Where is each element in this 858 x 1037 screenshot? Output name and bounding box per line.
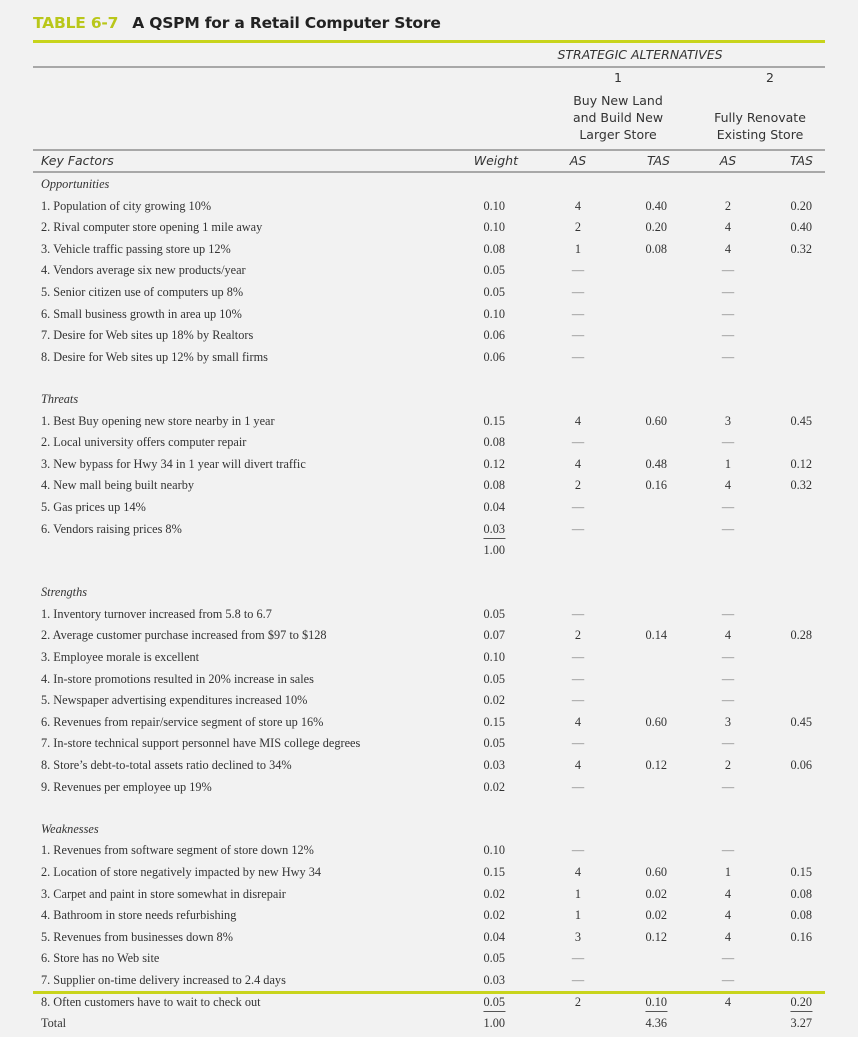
as-1-cell: 2 [574,994,582,1009]
alt-1-name [573,92,663,143]
as-2-cell: — [721,263,735,278]
col-tas-1: TAS [647,153,670,168]
total-weight: 1.00 [483,1016,505,1031]
tas-1-cell: 0.12 [645,758,667,772]
weaknesses-header-row [0,822,858,843]
tas-2-cell: 0.08 [790,886,812,901]
as-1-cell: — [571,671,585,686]
as-2-cell: 2 [724,758,732,772]
factor-label: 5. Newspaper advertising expenditures increased 10% [41,693,308,708]
weight-cell: 0.03 [483,758,505,772]
as-2-cell: — [721,349,735,364]
as-1-cell: — [571,521,585,536]
as-1-cell: — [571,606,585,621]
as-2-cell: — [721,521,735,536]
as-2-cell: 1 [724,865,732,879]
as-2-cell: — [721,606,735,621]
weight-cell: 0.02 [483,779,505,794]
as-1-cell: 3 [574,929,582,944]
table-row [0,780,858,801]
tas-1-cell: 0.08 [645,241,667,256]
factor-label: 3. New bypass for Hwy 34 in 1 year will divert traffic [41,456,306,471]
as-1-cell: — [571,779,585,794]
factor-label: 3. Carpet and paint in store somewhat in disrepair [41,886,286,901]
factor-label: 1. Revenues from software segment of store down 12% [41,843,314,858]
table-row [0,887,858,908]
table-row [0,199,858,220]
as-2-cell: 2 [724,198,732,213]
factor-label: 9. Revenues per employee up 19% [41,779,212,794]
tas-2-cell: 0.20 [790,995,812,1012]
weight-cell: 0.02 [483,908,505,923]
threats-header-row [0,392,858,413]
col-key-factors: Key Factors [41,153,114,168]
header-rule-3 [33,171,825,173]
total-tas-2: 3.27 [790,1016,812,1031]
table-row [0,285,858,306]
table-row [0,350,858,371]
weight-cell: 0.02 [483,693,505,708]
as-1-cell: 4 [574,413,582,428]
as-1-cell: — [571,650,585,664]
factor-label: 6. Small business growth in area up 10% [41,306,242,321]
factor-label: 4. In-store promotions resulted in 20% increase in sales [41,671,314,686]
weight-cell: 0.06 [483,349,505,364]
as-2-cell: — [721,779,735,794]
as-2-cell: — [721,693,735,708]
as-2-cell: 1 [724,456,732,471]
tas-2-cell: 0.45 [790,413,812,428]
alt-2-number: 2 [766,70,774,85]
tas-2-cell: 0.32 [790,241,812,256]
factor-label: 2. Location of store negatively impacted by new Hwy 34 [41,865,322,879]
threats-section-label: Threats [41,391,79,406]
table-caption: A QSPM for a Retail Computer Store [132,14,441,32]
factor-label: 2. Rival computer store opening 1 mile away [41,220,263,235]
table-row [0,457,858,478]
tas-2-cell: 0.15 [790,865,812,879]
as-2-cell: — [721,951,735,966]
as-1-cell: — [571,973,585,987]
total-tas-1: 4.36 [645,1016,667,1031]
tas-1-cell: 0.20 [645,220,667,235]
factor-label: 6. Revenues from repair/service segment of store up 16% [41,714,324,729]
bottom-green-rule [33,991,825,994]
alt-1-name-line: and Build New [572,110,664,125]
as-1-cell: — [571,736,585,751]
weight-cell: 0.10 [483,650,505,664]
as-1-cell: — [571,951,585,966]
as-2-cell: — [721,736,735,751]
weight-cell: 0.05 [483,285,505,299]
factor-label: 4. Bathroom in store needs refurbishing [41,908,237,923]
total-label: Total [41,1016,67,1031]
alt-1-name-line: Buy New Land [573,93,663,108]
weight-cell: 0.05 [483,263,505,278]
weight-cell: 0.05 [483,951,505,966]
weight-cell: 0.02 [483,886,505,901]
weight-cell: 0.08 [483,478,505,493]
as-2-cell: 3 [724,714,732,729]
as-1-cell: 4 [574,198,582,213]
factor-label: 2. Average customer purchase increased from $97 to $128 [41,628,327,643]
table-row [0,865,858,886]
tas-1-cell: 0.60 [645,865,667,879]
weight-cell: 0.04 [483,499,505,514]
tas-1-cell: 0.60 [645,714,667,729]
strengths-section-label: Strengths [41,585,87,600]
tas-2-cell: 0.16 [790,929,812,944]
as-1-cell: — [571,328,585,343]
weight-cell: 0.06 [483,328,505,343]
as-2-cell: — [721,671,735,686]
as-2-cell: — [721,306,735,321]
tas-1-cell: 0.12 [645,929,667,944]
tas-2-cell: 0.40 [790,220,812,235]
tas-1-cell: 0.16 [645,478,667,493]
weight-cell: 0.15 [483,865,505,879]
as-2-cell: 4 [724,886,732,901]
table-row [0,414,858,435]
weight-cell: 0.10 [483,198,505,213]
as-2-cell: 4 [724,241,732,256]
factor-label: 3. Employee morale is excellent [41,650,200,664]
as-2-cell: 3 [724,413,732,428]
factor-label: 5. Revenues from businesses down 8% [41,929,233,944]
factor-label: 4. Vendors average six new products/year [41,263,246,278]
table-row [0,478,858,499]
tas-1-cell: 0.60 [645,413,667,428]
weight-cell: 0.10 [483,220,505,235]
factor-label: 1. Best Buy opening new store nearby in 1 year [41,413,275,428]
factor-label: 5. Senior citizen use of computers up 8% [41,285,244,299]
tas-1-cell: 0.40 [645,198,667,213]
table-row [0,220,858,241]
table-row [0,736,858,757]
factor-label: 8. Store’s debt-to-total assets ratio declined to 34% [41,758,292,772]
tas-2-cell: 0.32 [790,478,812,493]
as-1-cell: — [571,349,585,364]
tas-2-cell: 0.12 [790,456,812,471]
as-1-cell: 1 [574,241,582,256]
table-row [0,672,858,693]
as-2-cell: 4 [724,478,732,493]
table-row [0,758,858,779]
tas-1-cell: 0.02 [645,908,667,923]
weight-cell: 0.12 [483,456,505,471]
col-weight: Weight [473,153,518,168]
strengths-header-row [0,585,858,606]
threats-subtotal-weight: 1.00 [483,543,505,558]
as-1-cell: 2 [574,220,582,235]
as-1-cell: 1 [574,908,582,923]
header-rule-2 [33,149,825,151]
weight-cell: 0.05 [483,671,505,686]
weight-cell: 0.10 [483,306,505,321]
as-2-cell: 4 [724,908,732,923]
threats-subtotal-row [0,543,858,564]
table-row [0,435,858,456]
factor-label: 3. Vehicle traffic passing store up 12% [41,241,231,256]
alt-2-name-line: Existing Store [716,127,804,142]
alt-2-name [714,109,806,143]
weight-cell: 0.10 [483,843,505,858]
as-2-cell: 4 [724,929,732,944]
as-2-cell: 4 [724,628,732,643]
table-row [0,908,858,929]
table-row [0,995,858,1016]
as-2-cell: — [721,499,735,514]
factor-label: 8. Often customers have to wait to check out [41,994,261,1009]
table-row [0,263,858,284]
tas-2-cell: 0.45 [790,714,812,729]
factor-label: 4. New mall being built nearby [41,478,194,493]
as-1-cell: — [571,435,585,450]
top-green-rule [33,40,825,43]
total-row [0,1016,858,1037]
weight-cell: 0.05 [483,995,505,1012]
weight-cell: 0.15 [483,413,505,428]
weaknesses-section-label: Weaknesses [41,821,99,836]
table-row [0,522,858,543]
factor-label: 5. Gas prices up 14% [41,499,146,514]
as-2-cell: 4 [724,994,732,1009]
tas-1-cell: 0.10 [645,995,667,1012]
as-1-cell: 1 [574,886,582,901]
weight-cell: 0.15 [483,714,505,729]
as-2-cell: — [721,328,735,343]
as-1-cell: — [571,285,585,299]
as-2-cell: — [721,650,735,664]
table-row [0,500,858,521]
opportunities-header-row [0,177,858,198]
as-1-cell: — [571,263,585,278]
weight-cell: 0.07 [483,628,505,643]
tas-1-cell: 0.48 [645,456,667,471]
table-row [0,328,858,349]
weight-cell: 0.08 [483,435,505,450]
as-1-cell: 2 [574,628,582,643]
weight-cell: 0.04 [483,929,505,944]
as-2-cell: — [721,843,735,858]
as-1-cell: — [571,843,585,858]
as-1-cell: 4 [574,865,582,879]
tas-1-cell: 0.02 [645,886,667,901]
factor-label: 1. Inventory turnover increased from 5.8 to 6.7 [41,606,272,621]
weight-cell: 0.08 [483,241,505,256]
col-as-1: AS [569,153,587,168]
table-title [33,14,441,32]
as-1-cell: 4 [574,714,582,729]
table-row [0,607,858,628]
weight-cell: 0.03 [483,522,505,539]
factor-label: 7. Supplier on-time delivery increased to 2.4 days [41,973,286,987]
table-row [0,951,858,972]
as-2-cell: — [721,973,735,987]
factor-label: 2. Local university offers computer repair [41,435,247,450]
table-row [0,930,858,951]
as-1-cell: — [571,306,585,321]
as-2-cell: 4 [724,220,732,235]
table-row [0,650,858,671]
table-row [0,693,858,714]
strategic-alternatives-label: STRATEGIC ALTERNATIVES [557,47,723,62]
table-row [0,242,858,263]
alt-2-name-line: Fully Renovate [714,110,806,125]
header-rule-1 [33,66,825,68]
col-tas-2: TAS [790,153,813,168]
factor-label: 7. Desire for Web sites up 18% by Realtors [41,328,254,343]
table-row [0,307,858,328]
table-number: TABLE 6-7 [33,14,119,32]
opportunities-section-label: Opportunities [41,177,110,191]
weight-cell: 0.05 [483,606,505,621]
tas-2-cell: 0.20 [790,198,812,213]
as-2-cell: — [721,435,735,450]
factor-label: 7. In-store technical support personnel have MIS college degrees [41,736,361,751]
tas-2-cell: 0.08 [790,908,812,923]
factor-label: 6. Store has no Web site [41,951,160,966]
factor-label: 6. Vendors raising prices 8% [41,521,182,536]
weight-cell: 0.05 [483,736,505,751]
as-1-cell: 2 [574,478,582,493]
as-1-cell: — [571,693,585,708]
as-2-cell: — [721,285,735,299]
as-1-cell: 4 [574,758,582,772]
col-as-2: AS [719,153,737,168]
factor-label: 8. Desire for Web sites up 12% by small firms [41,349,268,364]
tas-2-cell: 0.06 [790,758,812,772]
weight-cell: 0.03 [483,973,505,987]
as-1-cell: — [571,499,585,514]
table-row [0,715,858,736]
table-row [0,628,858,649]
alt-1-name-line: Larger Store [579,127,657,142]
alt-1-number: 1 [614,70,622,85]
tas-2-cell: 0.28 [790,628,812,643]
as-1-cell: 4 [574,456,582,471]
factor-label: 1. Population of city growing 10% [41,198,212,213]
tas-1-cell: 0.14 [645,628,667,643]
table-row [0,843,858,864]
